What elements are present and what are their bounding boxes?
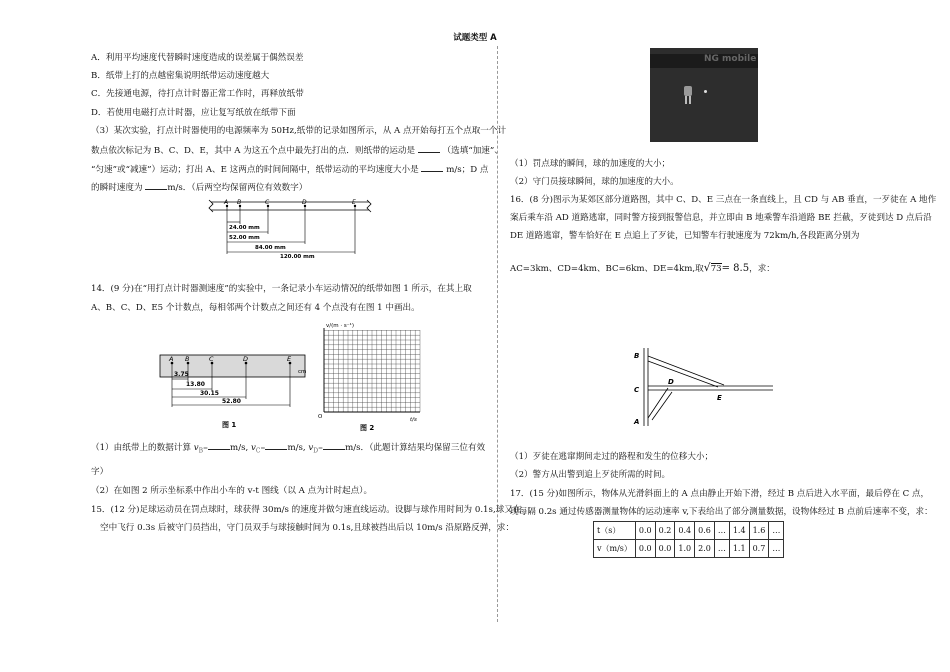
map-label-a: A xyxy=(634,418,640,426)
tape-diagram-1 xyxy=(205,196,375,258)
table-cell: 0.0 xyxy=(635,540,655,558)
answer-blank-avg-speed xyxy=(421,163,443,172)
q16-line2: 案后乘车沿 AD 道路逃窜，同时警方接到报警信息，并立即由 B 地乘警车沿道路 BE 拦截，歹徒到达 D 点后沿 xyxy=(510,213,932,223)
tape1-label-e: E xyxy=(352,199,356,206)
table-cell: … xyxy=(714,540,729,558)
answer-blank-d-speed xyxy=(145,181,167,190)
q15-line1: 15．(12 分)足球运动员在罚点球时，球获得 30m/s 的速度并做匀速直线运动。设脚与球作用时间为 0.1s,球又在 xyxy=(91,505,522,515)
tape1-label-d: D xyxy=(302,199,307,206)
q16-sub1: （1）歹徒在逃窜期间走过的路程和发生的位移大小； xyxy=(510,452,714,462)
option-b: B．纸带上打的点越密集说明纸带运动速度越大 xyxy=(91,71,270,81)
q16-line1: 16．(8 分)图示为某郊区部分道路图，其中 C、D、E 三点在一条直线上，且 CD 与 AB 垂直，一歹徒在 A 地作 xyxy=(510,195,937,205)
tape1-dim-ab: 24.00 mm xyxy=(229,225,260,231)
q16-sub2: （2）警方从出警到追上歹徒所需的时间。 xyxy=(510,470,671,480)
map-label-d: D xyxy=(668,378,674,386)
tape1-label-c: C xyxy=(265,199,270,206)
q16-line3: DE 道路逃窜，警车恰好在 E 点追上了歹徒，已知警车行驶速度为 72km/h,各段距离分别为 xyxy=(510,231,860,241)
table-cell: 1.1 xyxy=(729,540,749,558)
fig2-origin: O xyxy=(318,414,323,420)
table-cell: 0.0 xyxy=(635,522,655,540)
ball xyxy=(704,90,707,93)
table-cell: 0.7 xyxy=(749,540,769,558)
q15-line2: 空中飞行 0.3s 后被守门员挡出，守门员双手与球接触时间为 0.1s,且球被挡出后以 10m/s 沿原路反弹，求： xyxy=(100,523,515,533)
answer-blank-motion xyxy=(418,144,440,153)
tape1-label-b: B xyxy=(237,199,242,206)
map-label-b: B xyxy=(634,352,640,360)
table-cell: 0.2 xyxy=(655,522,675,540)
q3-line1: （3）某次实验，打点计时器使用的电源频率为 50Hz,纸带的记录如图所示，从 A 点开始每打五个点取一个计 xyxy=(91,126,507,136)
table-cell: … xyxy=(714,522,729,540)
fig1-dim-ab: 3.75 xyxy=(174,371,189,378)
q17-line2: 现每隔 0.2s 通过传感器测量物体的运动速率 v,下表给出了部分测量数据，设物体经过 B 点前后速率不变，求： xyxy=(510,507,933,517)
penalty-photo xyxy=(650,48,758,142)
table-cell: 0.0 xyxy=(655,540,675,558)
table-cell: 1.6 xyxy=(749,522,769,540)
figure-2-grid xyxy=(310,318,430,436)
photo-banner-text: NG mobile xyxy=(704,54,757,64)
road-map xyxy=(628,340,778,430)
q17-line1: 17．(15 分)如图所示，物体从光滑斜面上的 A 点由静止开始下滑，经过 B 点后进入水平面，最后停在 C 点， xyxy=(510,489,930,499)
table-row xyxy=(594,522,784,540)
option-a: A．利用平均速度代替瞬时速度造成的误差属于偶然误差 xyxy=(91,53,304,63)
table-cell: 1.0 xyxy=(675,540,695,558)
fig1-label-a: A xyxy=(169,355,174,363)
fig2-ylabel: v/(m · s⁻¹) xyxy=(326,323,354,329)
fig1-label-d: D xyxy=(243,355,249,363)
tape1-dim-ad: 84.00 mm xyxy=(255,245,286,251)
option-c: C．先接通电源，待打点计时器正常工作时，再释放纸带 xyxy=(91,89,304,99)
fig1-dim-ad: 30.15 xyxy=(200,390,219,397)
map-label-e: E xyxy=(717,394,722,402)
fig1-caption: 图 1 xyxy=(222,421,237,429)
fig2-xlabel: t/s xyxy=(410,417,417,423)
option-d: D．若使用电磁打点计时器，应让复写纸放在纸带下面 xyxy=(91,108,296,118)
q14-sub1: （1）由纸带上的数据计算 $v_B= m/s$, $v_C= m/s$, $v_D= m/s$．（此题计算结果均保留三位有效 xyxy=(91,443,486,455)
goalkeeper-figure xyxy=(684,86,692,96)
fig1-unit: cm xyxy=(298,369,307,375)
table-cell: t（s） xyxy=(594,522,636,540)
table-cell: v（m/s） xyxy=(594,540,636,558)
table-cell: 2.0 xyxy=(695,540,715,558)
table-cell: … xyxy=(769,522,784,540)
q15-sub1: （1）罚点球的瞬间，球的加速度的大小； xyxy=(510,159,671,169)
q15-sub2: （2）守门员接球瞬间，球的加速度的大小。 xyxy=(510,177,679,187)
table-cell: … xyxy=(769,540,784,558)
q3-line4: 的瞬时速度为 m/s．（后两空均保留两位有效数字） xyxy=(91,183,308,193)
table-cell: 0.6 xyxy=(695,522,715,540)
fig1-dim-ae: 52.80 xyxy=(222,398,241,405)
table-cell: 0.4 xyxy=(675,522,695,540)
tape1-label-a: A xyxy=(224,199,229,206)
fig1-label-b: B xyxy=(185,355,190,363)
q14-line1: 14．(9 分)在“用打点计时器测速度”的实验中，一条记录小车运动情况的纸带如图 1 所示，在其上取 xyxy=(91,284,472,294)
table-row xyxy=(594,540,784,558)
q14-sub2: （2）在如图 2 所示坐标系中作出小车的 v-t 图线（以 A 点为计时起点）。 xyxy=(91,486,373,496)
q16-line4: AC=3km、CD=4km、BC=6km、DE=4km,取√73= 8.5，求： xyxy=(510,261,775,274)
measurement-table xyxy=(593,521,784,558)
tape1-dim-ae: 120.00 mm xyxy=(280,254,315,258)
q14-sub1-cont: 字） xyxy=(91,467,109,477)
tape1-dim-ac: 52.00 mm xyxy=(229,235,260,241)
fig2-caption: 图 2 xyxy=(360,424,375,432)
q14-line2: A、B、C、D、E5 个计数点，每相邻两个计数点之间还有 4 个点没有在图 1 中画出。 xyxy=(91,303,420,313)
fig1-label-e: E xyxy=(287,355,292,363)
fig1-dim-ac: 13.80 xyxy=(186,381,205,388)
page-header: 试题类型 A xyxy=(453,33,497,43)
q3-line3: “匀速”或“减速”）运动；打出 A、E 这两点的时间间隔中，纸带运动的平均速度大小是 m/s；D 点 xyxy=(91,165,489,175)
table-cell: 1.4 xyxy=(729,522,749,540)
q3-line2: 数点依次标记为 B、C、D、E，其中 A 为这五个点中最先打出的点．则纸带的运动是 （选填“加速”、 xyxy=(91,146,503,156)
figure-1-tape xyxy=(150,345,315,435)
map-label-c: C xyxy=(634,386,640,394)
fig1-label-c: C xyxy=(209,355,214,363)
